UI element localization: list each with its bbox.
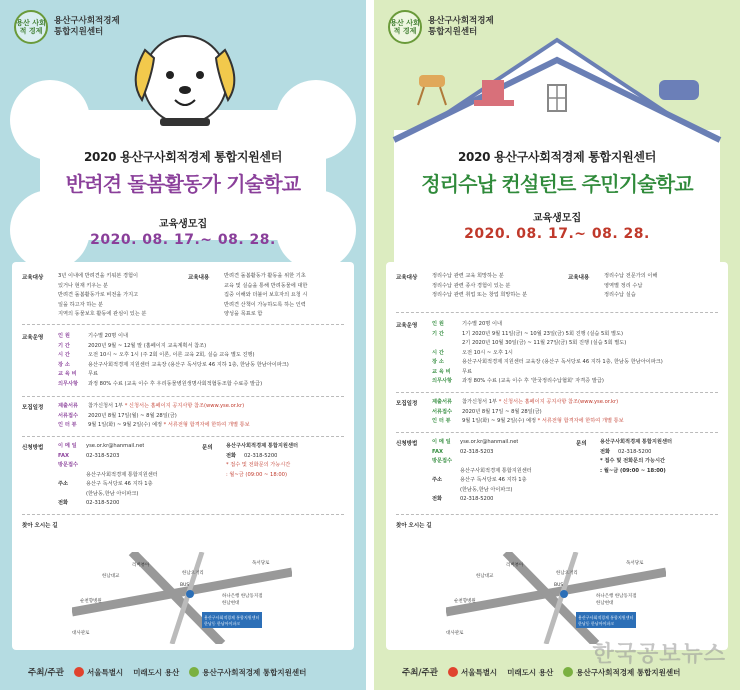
content-label: 교육내용 <box>568 275 590 281</box>
schedule-section <box>22 402 344 431</box>
ops-key: 장 소 <box>432 359 444 365</box>
inquiry-note: * 접수 및 전화문의 가능시간 <box>226 462 291 468</box>
schedule-key: 제출서류 <box>58 403 79 409</box>
map-text: 순천향병원 <box>80 599 102 604</box>
map-text: 한남동 한남아이파크 <box>578 621 615 626</box>
ops-value: 용산구사회적경제 지원센터 교육장 (용산구 독서당로 46 지하 1층, 한남동 한남아이파크) <box>462 359 663 365</box>
center-text: 용산구사회적경제 통합지원센터 <box>576 667 681 677</box>
target-item: 지역의 동물보호 활동에 관심이 있는 분 <box>58 311 147 317</box>
schedule-key: 인 터 뷰 <box>58 422 77 428</box>
map-text: 순천향병원 <box>454 599 476 604</box>
apply-value: 용산구사회적경제 통합지원센터 <box>86 471 158 478</box>
apply-section <box>22 442 344 509</box>
schedule-key: 제출서류 <box>432 399 453 405</box>
title-block <box>0 148 366 248</box>
apply-section <box>396 438 718 505</box>
info-card <box>386 262 728 650</box>
apply-key: FAX <box>58 452 69 459</box>
apply-value: yse.or.kr@hanmail.net <box>460 439 519 445</box>
content-item: 정리수납 전문가의 이해 <box>604 273 658 279</box>
footer <box>0 654 366 690</box>
org-name: 용산구사회적경제 통합지원센터 <box>54 16 120 37</box>
ops-value: 오전 10시 ~ 오후 1시 <box>462 349 513 356</box>
apply-key: 전화 <box>58 500 69 506</box>
ops-value: 2020년 9월 ~ 12월 말 (홈페이지 교육계획서 참조) <box>88 342 207 349</box>
inquiry-label: 문의 <box>576 441 587 447</box>
ops-key: 교 육 비 <box>58 371 77 377</box>
map-text: 용산구사회적경제 통합지원센터 <box>578 615 634 620</box>
content-item: 정리수납 실습 <box>604 292 636 298</box>
puppy-illustration <box>120 20 250 130</box>
ops-value: 용산구사회적경제 지원센터 교육장 (용산구 독서당로 46 지하 1층, 한남동 한남아이파크) <box>88 361 289 368</box>
org-logo-icon: 용산 사회적 경제 <box>388 10 422 44</box>
apply-label: 신청방법 <box>22 445 44 451</box>
ops-value: 기수별 20명 이내 <box>88 333 128 339</box>
inquiry-label: 문의 <box>202 445 213 451</box>
ops-key: 교 육 비 <box>432 368 451 375</box>
target-item: 정리수납 관련 종사 경험이 있는 분 <box>432 282 511 289</box>
inquiry-phone: 02-318-5200 <box>618 448 652 455</box>
target-item: 반려견 돌봄활동가로 비전을 가지고 <box>58 292 139 298</box>
ops-value: 무료 <box>88 371 99 377</box>
map-label: 찾아 오시는 길 <box>22 523 58 529</box>
seoul-icon <box>448 667 458 677</box>
map-text: 대사관로 <box>446 631 464 636</box>
ops-label: 교육운영 <box>396 323 418 329</box>
seoul-text: 서울특별시 <box>460 667 498 677</box>
seoul-text: 서울특별시 <box>86 667 124 677</box>
content-item: 반려견 돌봄활동가 활동을 위한 기초 <box>224 273 306 279</box>
footer-label: 주최/주관 <box>28 668 64 678</box>
schedule-label: 모집일정 <box>396 401 418 407</box>
apply-value: 02-318-5203 <box>86 452 120 459</box>
ops-value: 과정 80% 수료 (교육 이수 후 '한국정리수납협회' 자격증 발급) <box>462 378 604 384</box>
map-text: 한남오거리 <box>556 571 578 576</box>
schedule-key: 서류접수 <box>432 408 453 415</box>
ops-value: 과정 80% 수료 (교육 이수 후 우리동물병원생명사회적협동조합 수료증 발급) <box>88 380 263 387</box>
ops-value: 오전 10시 ~ 오후 1시 (주 2회 이론, 이론 교육 2회, 실습 교육 별도 진행) <box>88 352 255 358</box>
apply-key: 이 메 일 <box>432 439 451 445</box>
ops-value: 1기 2020년 9월 11일(금) ~ 10월 23일(금) 5회 진행 (실습 5회 별도) <box>462 330 624 337</box>
map-section <box>22 520 344 529</box>
map-text: BUS <box>180 583 190 588</box>
left-poster <box>0 0 366 690</box>
yongsan-logo <box>507 667 553 678</box>
map-label: 찾아 오시는 길 <box>396 523 432 529</box>
main-title: 반려견 돌봄활동가 기술학교 <box>65 172 301 196</box>
target-label: 교육대상 <box>396 275 418 281</box>
target-label: 교육대상 <box>22 275 44 281</box>
map-text: 한남동 한남아이파크 <box>204 621 241 626</box>
org-logo <box>14 10 124 44</box>
center-logo <box>189 667 306 678</box>
inquiry-hours: : 월~금 (09:00 ~ 18:00) <box>226 471 288 478</box>
target-item: 일을 하고자 하는 분 <box>58 301 104 308</box>
ops-value: 2기 2020년 10월 30일(금) ~ 11월 27일(금) 5회 진행 (실습 5회 별도) <box>462 340 627 346</box>
apply-key: 방문접수 <box>432 458 453 464</box>
yongsan-text: 미래도시 용산 <box>133 667 180 677</box>
target-item: 정리수납 관련 취업 또는 창업 희망하는 분 <box>432 292 528 298</box>
content-item: 영역별 정리 수납 <box>604 282 643 289</box>
ops-section <box>396 320 718 387</box>
map-text: 한남대교 <box>476 574 494 579</box>
map-text: 독서당로 <box>626 561 644 566</box>
ops-key: 의무사항 <box>432 378 453 384</box>
inquiry-org: 용산구사회적경제 통합지원센터 <box>226 443 298 449</box>
target-section <box>396 272 718 301</box>
inquiry-note: * 접수 및 전화문의 가능시간 <box>600 458 666 464</box>
apply-key: FAX <box>432 448 443 455</box>
center-text: 용산구사회적경제 통합지원센터 <box>202 667 307 677</box>
title-block <box>374 148 740 242</box>
map-text: 하나은행 한남동지점 <box>596 594 637 599</box>
apply-value: 02-318-5200 <box>86 500 120 506</box>
ops-value: 기수별 20명 이내 <box>462 321 502 327</box>
right-poster <box>374 0 740 690</box>
target-item: 3년 이내에 반려견을 키워본 경험이 <box>58 273 139 279</box>
schedule-value: 2020년 8월 17일 ~ 8월 28일(금) <box>462 408 542 415</box>
apply-label: 신청방법 <box>396 441 418 447</box>
ops-key: 시 간 <box>432 349 444 356</box>
map-text: 한남대교 <box>102 574 120 579</box>
inquiry-phone-label: 전화 <box>600 448 611 455</box>
info-card <box>12 262 354 650</box>
apply-key: 방문접수 <box>58 462 79 468</box>
seoul-icon <box>74 667 84 677</box>
schedule-note: * 서류전형 합격자에 한하여 개별 통보 <box>163 422 250 428</box>
center-logo <box>563 667 680 678</box>
map-text: 리버뷰아 <box>132 563 150 568</box>
content-item: 반려견 산책이 가능하도록 하는 인력 <box>224 301 306 308</box>
schedule-section <box>396 398 718 427</box>
seoul-logo <box>74 667 123 678</box>
schedule-note: * 서류전형 합격자에 한하여 개별 통보 <box>537 418 624 424</box>
content-item: 집중 이해와 더불어 보호자의 요청 시 <box>224 292 308 298</box>
yongsan-text: 미래도시 용산 <box>507 667 554 677</box>
content-label: 교육내용 <box>188 275 210 281</box>
map-text: BUS <box>554 583 564 588</box>
ops-key: 인 원 <box>58 333 70 339</box>
ops-key: 기 간 <box>58 342 70 349</box>
apply-value: 용산구 독서당로 46 지하 1층 <box>460 477 527 483</box>
map-text: 대사관로 <box>72 631 90 636</box>
apply-value: (한남동,한남 아이파크) <box>460 486 513 493</box>
schedule-key: 인 터 뷰 <box>432 418 451 424</box>
map-text: 한남현대 <box>222 601 240 606</box>
schedule-key: 서류접수 <box>58 412 79 419</box>
org-name: 용산구사회적경제 통합지원센터 <box>428 16 494 37</box>
map-text: 독서당로 <box>252 561 270 566</box>
schedule-value: 9월 1일(화) ~ 9월 2일(수) 예정 <box>462 418 536 424</box>
center-icon <box>189 667 199 677</box>
map-section <box>396 520 718 529</box>
schedule-value: 2020년 8월 17일(월) ~ 8월 28일(금) <box>88 412 177 419</box>
watermark: 한국공보뉴스 <box>592 642 726 667</box>
yongsan-logo <box>133 667 179 678</box>
schedule-note: * 신청서는 홈페이지 공지사항 참조(www.yse.or.kr) <box>124 403 245 409</box>
ops-key: 시 간 <box>58 352 70 358</box>
ops-key: 장 소 <box>58 361 70 368</box>
schedule-note: * 신청서는 홈페이지 공지사항 참조(www.yse.or.kr) <box>498 399 619 405</box>
apply-key: 이 메 일 <box>58 443 77 449</box>
map-text: 하나은행 한남동지점 <box>222 594 263 599</box>
subtitle: 2020 용산구사회적경제 통합지원센터 <box>457 150 657 164</box>
apply-value: (한남동,한남 아이파크) <box>86 490 139 497</box>
map-text: 리버뷰아 <box>506 563 524 568</box>
content-item: 양성을 목표로 함 <box>224 311 263 317</box>
apply-value: 02-318-5200 <box>460 496 494 502</box>
seoul-logo <box>448 667 497 678</box>
apply-key: 전화 <box>432 496 443 502</box>
inquiry-org: 용산구사회적경제 통합지원센터 <box>600 439 672 445</box>
main-title: 정리수납 컨설턴트 주민기술학교 <box>421 172 693 196</box>
apply-value: yse.or.kr@hanmail.net <box>86 443 145 449</box>
recruit-heading: 교육생모집 <box>158 219 208 230</box>
org-logo-icon: 용산 사회적 경제 <box>14 10 48 44</box>
location-map <box>72 552 292 644</box>
recruit-period: 2020. 08. 17.~ 08. 28. <box>90 232 276 248</box>
center-icon <box>563 667 573 677</box>
ops-section <box>22 332 344 389</box>
schedule-label: 모집일정 <box>22 405 44 411</box>
apply-value: 02-318-5203 <box>460 448 494 455</box>
recruit-heading: 교육생모집 <box>532 213 582 224</box>
ops-label: 교육운영 <box>22 335 44 341</box>
ops-key: 의무사항 <box>58 380 79 387</box>
content-item: 교육 및 실습을 통해 반려동물에 대한 <box>224 282 308 289</box>
apply-key: 주소 <box>432 477 443 483</box>
footer-label: 주최/주관 <box>402 668 438 678</box>
ops-key: 기 간 <box>432 330 444 337</box>
inquiry-phone: 02-318-5200 <box>244 452 278 459</box>
inquiry-phone-label: 전화 <box>226 452 237 459</box>
map-text: 한남오거리 <box>182 571 204 576</box>
target-item: 정리수납 관련 교육 희망하는 분 <box>432 273 504 279</box>
location-map <box>446 552 666 644</box>
schedule-value: 참가신청서 1부 <box>88 403 124 409</box>
subtitle: 2020 용산구사회적경제 통합지원센터 <box>83 150 283 164</box>
ops-key: 인 원 <box>432 321 444 327</box>
target-item: 있거나 현재 키우는 분 <box>58 282 109 289</box>
map-text: 용산구사회적경제 통합지원센터 <box>204 615 260 620</box>
map-text: 한남현대 <box>596 601 614 606</box>
inquiry-hours: : 월~금 (09:00 ~ 18:00) <box>600 467 666 474</box>
schedule-value: 참가신청서 1부 <box>462 399 498 405</box>
apply-key: 주소 <box>58 481 69 487</box>
apply-value: 용산구사회적경제 통합지원센터 <box>460 467 532 474</box>
apply-value: 용산구 독서당로 46 지하 1층 <box>86 481 153 487</box>
schedule-value: 9월 1일(화) ~ 9월 2일(수) 예정 <box>88 422 162 428</box>
ops-value: 무료 <box>462 368 473 375</box>
recruit-period: 2020. 08. 17.~ 08. 28. <box>464 226 650 242</box>
target-section <box>22 272 344 320</box>
